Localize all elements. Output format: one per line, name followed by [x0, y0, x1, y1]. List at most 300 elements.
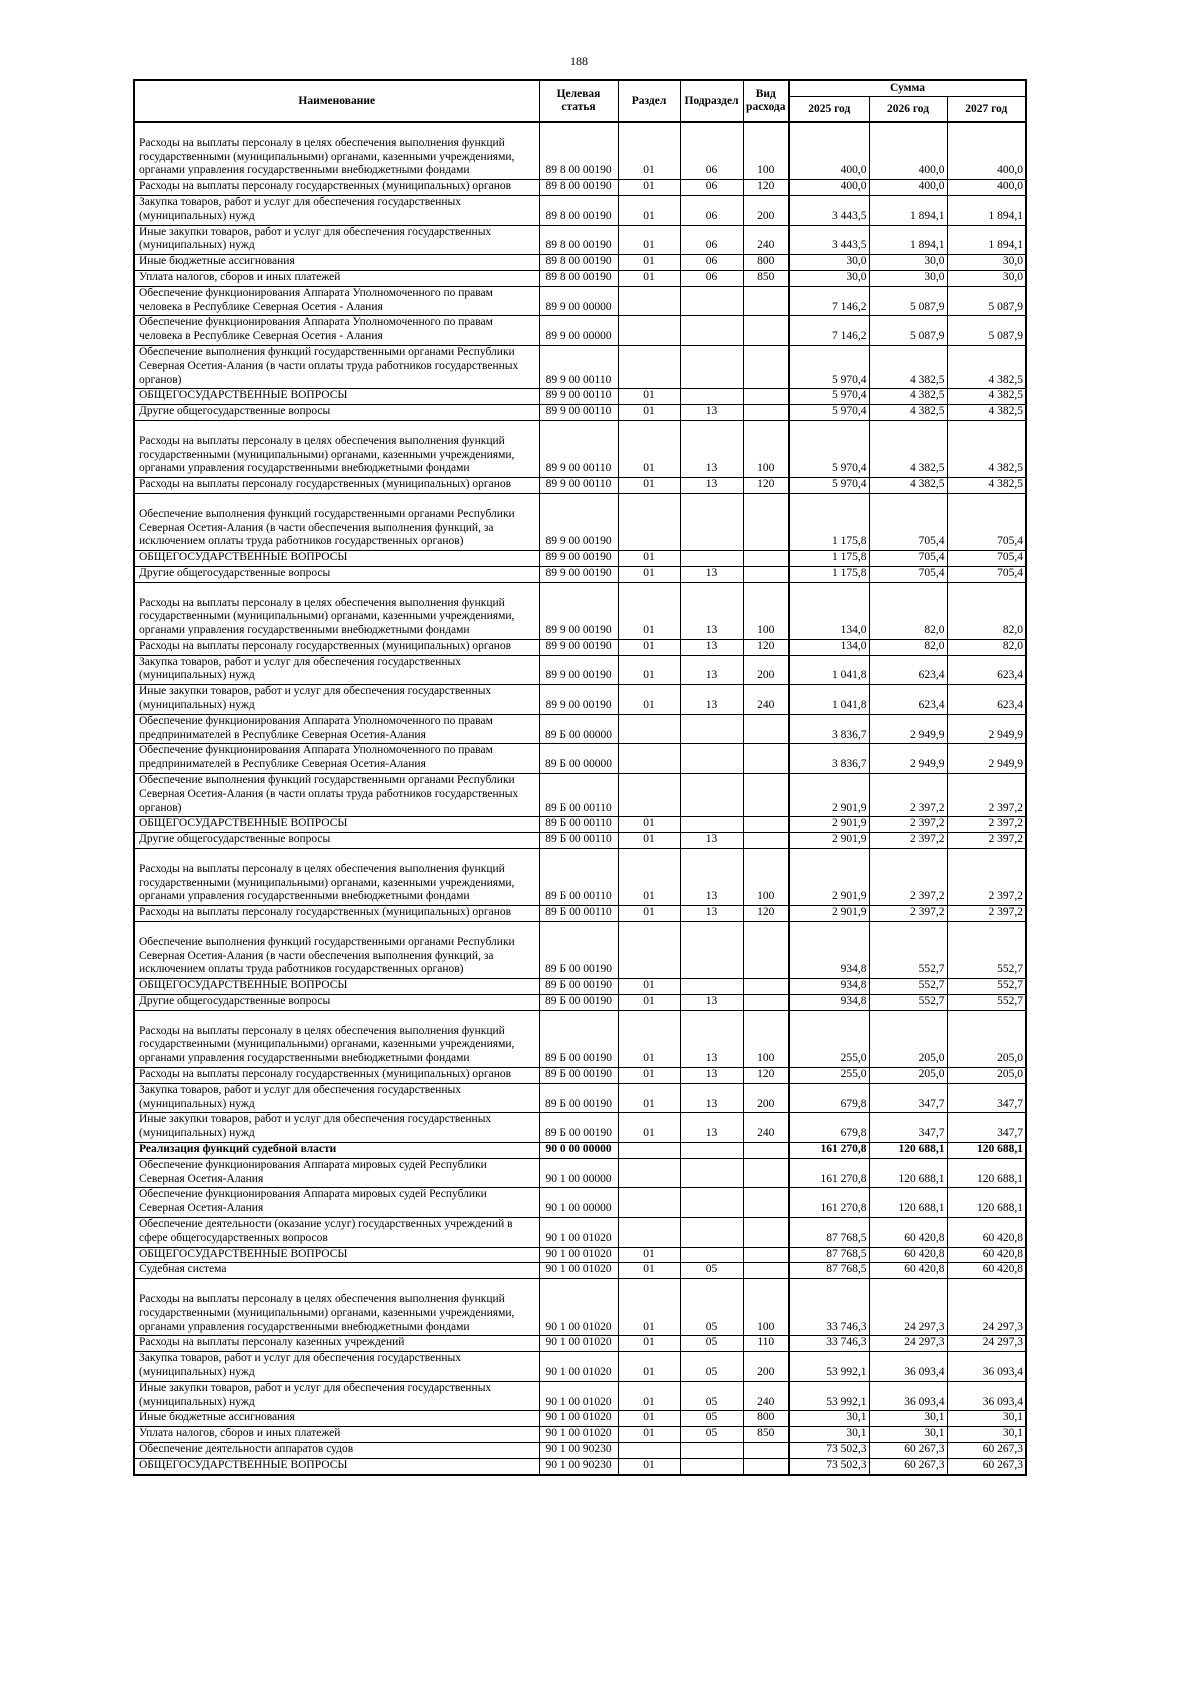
table-row [134, 1381, 1026, 1411]
row-name: Расходы на выплаты персоналу казенных учреждений [134, 1336, 539, 1352]
row-expense-type [743, 405, 789, 421]
row-amount-2025: 87 768,5 [789, 1217, 869, 1247]
row-amount-2026: 4 382,5 [869, 478, 947, 494]
row-amount-2025: 2 901,9 [789, 817, 869, 833]
row-amount-2026: 2 397,2 [869, 906, 947, 922]
header-row [134, 80, 1026, 97]
table-row [134, 1068, 1026, 1084]
table-row [134, 1113, 1026, 1143]
table-row [134, 833, 1026, 849]
row-name: Обеспечение выполнения функций государственными органами Республики Северная Осетия-Алания (в части обеспечения выполнения функций, за исключением оплаты труда работников государственных органов) [134, 922, 539, 979]
row-subsection: 13 [680, 420, 743, 477]
row-target-article: 90 0 00 00000 [539, 1142, 618, 1158]
row-amount-2026: 2 397,2 [869, 849, 947, 906]
row-subsection [680, 979, 743, 995]
header-sum: Сумма [789, 80, 1026, 97]
row-target-article: 89 9 00 00000 [539, 286, 618, 316]
row-amount-2025: 1 175,8 [789, 566, 869, 582]
table-row [134, 744, 1026, 774]
row-subsection: 13 [680, 995, 743, 1011]
row-section [618, 1142, 680, 1158]
row-amount-2025: 87 768,5 [789, 1247, 869, 1263]
table-row [134, 1217, 1026, 1247]
row-section: 01 [618, 582, 680, 639]
row-target-article: 89 Б 00 00110 [539, 817, 618, 833]
row-expense-type: 120 [743, 906, 789, 922]
row-amount-2027: 30,0 [947, 255, 1026, 271]
row-amount-2026: 36 093,4 [869, 1352, 947, 1382]
row-expense-type: 100 [743, 1010, 789, 1067]
row-expense-type [743, 995, 789, 1011]
row-amount-2027: 552,7 [947, 922, 1026, 979]
table-row [134, 714, 1026, 744]
row-name: Закупка товаров, работ и услуг для обеспечения государственных (муниципальных) нужд [134, 655, 539, 685]
table-row [134, 566, 1026, 582]
row-amount-2025: 87 768,5 [789, 1263, 869, 1279]
row-section: 01 [618, 1279, 680, 1336]
table-row [134, 1352, 1026, 1382]
row-amount-2025: 934,8 [789, 995, 869, 1011]
row-amount-2026: 705,4 [869, 493, 947, 550]
table-row [134, 478, 1026, 494]
row-name: Расходы на выплаты персоналу в целях обеспечения выполнения функций государственными (муниципальными) органами, казенными учреждениями, органами управления государственными внебюджетными фондами [134, 582, 539, 639]
row-amount-2026: 60 420,8 [869, 1247, 947, 1263]
row-amount-2027: 2 949,9 [947, 714, 1026, 744]
row-expense-type: 100 [743, 420, 789, 477]
row-section [618, 286, 680, 316]
row-name: Иные бюджетные ассигнования [134, 1411, 539, 1427]
row-amount-2025: 3 836,7 [789, 714, 869, 744]
table-row [134, 817, 1026, 833]
row-amount-2026: 120 688,1 [869, 1142, 947, 1158]
row-section: 01 [618, 551, 680, 567]
row-expense-type [743, 1263, 789, 1279]
row-subsection [680, 493, 743, 550]
row-expense-type [743, 774, 789, 817]
row-amount-2027: 552,7 [947, 979, 1026, 995]
row-subsection: 13 [680, 566, 743, 582]
row-name: Иные закупки товаров, работ и услуг для обеспечения государственных (муниципальных) нужд [134, 685, 539, 715]
row-target-article: 89 Б 00 00110 [539, 906, 618, 922]
row-section: 01 [618, 122, 680, 180]
row-target-article: 89 9 00 00110 [539, 345, 618, 388]
header-name: Наименование [134, 80, 539, 122]
table-row [134, 979, 1026, 995]
row-amount-2026: 2 397,2 [869, 774, 947, 817]
row-section: 01 [618, 389, 680, 405]
row-amount-2026: 4 382,5 [869, 420, 947, 477]
row-amount-2027: 4 382,5 [947, 478, 1026, 494]
row-target-article: 89 9 00 00190 [539, 685, 618, 715]
row-target-article: 90 1 00 01020 [539, 1336, 618, 1352]
header-expense-type: Вид расхода [743, 80, 789, 122]
row-subsection: 05 [680, 1336, 743, 1352]
table-row [134, 922, 1026, 979]
row-amount-2025: 30,0 [789, 255, 869, 271]
row-subsection: 06 [680, 225, 743, 255]
row-section: 01 [618, 639, 680, 655]
row-target-article: 89 Б 00 00190 [539, 1113, 618, 1143]
row-section: 01 [618, 685, 680, 715]
row-name: Другие общегосударственные вопросы [134, 405, 539, 421]
row-amount-2027: 60 420,8 [947, 1247, 1026, 1263]
row-expense-type: 120 [743, 180, 789, 196]
row-target-article: 90 1 00 01020 [539, 1381, 618, 1411]
row-amount-2027: 552,7 [947, 995, 1026, 1011]
table-row [134, 639, 1026, 655]
row-subsection: 06 [680, 122, 743, 180]
row-subsection: 13 [680, 639, 743, 655]
row-subsection: 05 [680, 1427, 743, 1443]
row-target-article: 89 9 00 00190 [539, 582, 618, 639]
row-amount-2026: 347,7 [869, 1113, 947, 1143]
row-amount-2027: 4 382,5 [947, 420, 1026, 477]
row-amount-2027: 2 397,2 [947, 833, 1026, 849]
row-target-article: 89 Б 00 00190 [539, 922, 618, 979]
row-section [618, 316, 680, 346]
row-section: 01 [618, 849, 680, 906]
row-amount-2027: 347,7 [947, 1113, 1026, 1143]
table-row [134, 1158, 1026, 1188]
row-amount-2025: 679,8 [789, 1113, 869, 1143]
row-amount-2027: 705,4 [947, 566, 1026, 582]
row-amount-2025: 53 992,1 [789, 1381, 869, 1411]
row-expense-type: 850 [743, 270, 789, 286]
row-expense-type [743, 389, 789, 405]
table-row [134, 906, 1026, 922]
row-target-article: 90 1 00 00000 [539, 1158, 618, 1188]
row-name: Обеспечение функционирования Аппарата мировых судей Республики Северная Осетия-Алания [134, 1158, 539, 1188]
row-name: Уплата налогов, сборов и иных платежей [134, 1427, 539, 1443]
row-target-article: 89 Б 00 00000 [539, 714, 618, 744]
row-target-article: 89 9 00 00110 [539, 405, 618, 421]
row-target-article: 89 Б 00 00110 [539, 833, 618, 849]
row-target-article: 89 9 00 00000 [539, 316, 618, 346]
row-amount-2025: 33 746,3 [789, 1336, 869, 1352]
row-amount-2025: 3 836,7 [789, 744, 869, 774]
header-section: Раздел [618, 80, 680, 122]
row-amount-2027: 2 397,2 [947, 906, 1026, 922]
row-section: 01 [618, 1113, 680, 1143]
row-expense-type [743, 345, 789, 388]
row-section: 01 [618, 478, 680, 494]
row-target-article: 89 8 00 00190 [539, 180, 618, 196]
row-amount-2027: 60 420,8 [947, 1217, 1026, 1247]
row-expense-type [743, 1247, 789, 1263]
row-subsection: 13 [680, 478, 743, 494]
row-amount-2026: 24 297,3 [869, 1279, 947, 1336]
table-row [134, 774, 1026, 817]
row-expense-type: 240 [743, 1381, 789, 1411]
row-name: Обеспечение деятельности (оказание услуг) государственных учреждений в сфере общегосударственных вопросов [134, 1217, 539, 1247]
row-amount-2026: 400,0 [869, 180, 947, 196]
row-amount-2026: 30,0 [869, 255, 947, 271]
row-target-article: 90 1 00 01020 [539, 1279, 618, 1336]
row-amount-2025: 255,0 [789, 1068, 869, 1084]
row-amount-2025: 161 270,8 [789, 1142, 869, 1158]
row-section [618, 922, 680, 979]
row-amount-2027: 205,0 [947, 1010, 1026, 1067]
row-subsection [680, 286, 743, 316]
table-row [134, 1010, 1026, 1067]
row-expense-type: 100 [743, 1279, 789, 1336]
row-expense-type: 100 [743, 849, 789, 906]
row-name: Обеспечение функционирования Аппарата Уполномоченного по правам предпринимателей в Республике Северная Осетия-Алания [134, 744, 539, 774]
row-amount-2027: 82,0 [947, 639, 1026, 655]
row-amount-2027: 1 894,1 [947, 225, 1026, 255]
row-expense-type: 120 [743, 1068, 789, 1084]
row-amount-2025: 1 041,8 [789, 655, 869, 685]
row-subsection: 05 [680, 1279, 743, 1336]
row-name: Иные закупки товаров, работ и услуг для обеспечения государственных (муниципальных) нужд [134, 1113, 539, 1143]
row-amount-2027: 1 894,1 [947, 195, 1026, 225]
row-amount-2027: 2 397,2 [947, 849, 1026, 906]
row-amount-2027: 60 267,3 [947, 1442, 1026, 1458]
table-row [134, 1083, 1026, 1113]
row-name: Расходы на выплаты персоналу в целях обеспечения выполнения функций государственными (муниципальными) органами, казенными учреждениями, органами управления государственными внебюджетными фондами [134, 1010, 539, 1067]
row-amount-2025: 7 146,2 [789, 286, 869, 316]
row-section [618, 345, 680, 388]
row-subsection [680, 1442, 743, 1458]
row-amount-2027: 36 093,4 [947, 1381, 1026, 1411]
row-section: 01 [618, 1411, 680, 1427]
row-subsection [680, 1158, 743, 1188]
row-section [618, 1442, 680, 1458]
row-amount-2027: 2 397,2 [947, 817, 1026, 833]
row-subsection: 13 [680, 655, 743, 685]
row-target-article: 90 1 00 01020 [539, 1263, 618, 1279]
row-target-article: 89 8 00 00190 [539, 195, 618, 225]
table-row [134, 1458, 1026, 1474]
row-expense-type [743, 551, 789, 567]
row-subsection [680, 774, 743, 817]
row-name: Судебная система [134, 1263, 539, 1279]
row-name: Уплата налогов, сборов и иных платежей [134, 270, 539, 286]
row-name: Обеспечение функционирования Аппарата Уполномоченного по правам человека в Республике Северная Осетия - Алания [134, 316, 539, 346]
row-expense-type [743, 833, 789, 849]
row-expense-type [743, 1142, 789, 1158]
row-amount-2026: 36 093,4 [869, 1381, 947, 1411]
row-name: Расходы на выплаты персоналу в целях обеспечения выполнения функций государственными (муниципальными) органами, казенными учреждениями, органами управления государственными внебюджетными фондами [134, 420, 539, 477]
row-target-article: 90 1 00 90230 [539, 1458, 618, 1474]
row-subsection: 13 [680, 906, 743, 922]
row-section: 01 [618, 1352, 680, 1382]
row-amount-2025: 400,0 [789, 180, 869, 196]
row-expense-type: 200 [743, 195, 789, 225]
row-target-article: 89 9 00 00190 [539, 566, 618, 582]
row-subsection: 13 [680, 1113, 743, 1143]
row-amount-2027: 5 087,9 [947, 286, 1026, 316]
table-row [134, 1427, 1026, 1443]
row-expense-type: 240 [743, 685, 789, 715]
row-name: ОБЩЕГОСУДАРСТВЕННЫЕ ВОПРОСЫ [134, 1458, 539, 1474]
table-row [134, 582, 1026, 639]
row-subsection [680, 1188, 743, 1218]
row-name: Другие общегосударственные вопросы [134, 995, 539, 1011]
row-name: Другие общегосударственные вопросы [134, 566, 539, 582]
row-amount-2025: 5 970,4 [789, 405, 869, 421]
row-expense-type: 100 [743, 582, 789, 639]
table-row [134, 1142, 1026, 1158]
row-amount-2025: 5 970,4 [789, 389, 869, 405]
row-amount-2026: 60 267,3 [869, 1458, 947, 1474]
row-section [618, 1188, 680, 1218]
row-target-article: 89 8 00 00190 [539, 270, 618, 286]
row-amount-2025: 30,1 [789, 1411, 869, 1427]
row-section: 01 [618, 655, 680, 685]
row-name: Расходы на выплаты персоналу государственных (муниципальных) органов [134, 906, 539, 922]
row-expense-type [743, 1158, 789, 1188]
row-amount-2025: 7 146,2 [789, 316, 869, 346]
row-amount-2027: 4 382,5 [947, 405, 1026, 421]
row-amount-2025: 134,0 [789, 639, 869, 655]
table-row [134, 1263, 1026, 1279]
row-amount-2027: 30,1 [947, 1411, 1026, 1427]
row-amount-2027: 4 382,5 [947, 345, 1026, 388]
row-name: Расходы на выплаты персоналу в целях обеспечения выполнения функций государственными (муниципальными) органами, казенными учреждениями, органами управления государственными внебюджетными фондами [134, 122, 539, 180]
row-amount-2026: 400,0 [869, 122, 947, 180]
row-expense-type: 800 [743, 1411, 789, 1427]
page-number: 188 [570, 54, 588, 68]
row-section: 01 [618, 255, 680, 271]
row-expense-type [743, 979, 789, 995]
row-name: Закупка товаров, работ и услуг для обеспечения государственных (муниципальных) нужд [134, 1083, 539, 1113]
row-amount-2025: 5 970,4 [789, 478, 869, 494]
table-row [134, 345, 1026, 388]
table-row [134, 849, 1026, 906]
table-header [134, 80, 1026, 122]
table-row [134, 405, 1026, 421]
row-amount-2027: 623,4 [947, 655, 1026, 685]
row-amount-2026: 120 688,1 [869, 1188, 947, 1218]
row-name: Иные закупки товаров, работ и услуг для обеспечения государственных (муниципальных) нужд [134, 225, 539, 255]
row-target-article: 89 9 00 00190 [539, 639, 618, 655]
table-row [134, 180, 1026, 196]
row-amount-2025: 2 901,9 [789, 849, 869, 906]
row-amount-2026: 60 420,8 [869, 1263, 947, 1279]
row-name: ОБЩЕГОСУДАРСТВЕННЫЕ ВОПРОСЫ [134, 817, 539, 833]
row-amount-2027: 60 267,3 [947, 1458, 1026, 1474]
row-expense-type: 120 [743, 639, 789, 655]
row-amount-2025: 73 502,3 [789, 1442, 869, 1458]
row-target-article: 89 9 00 00190 [539, 493, 618, 550]
row-subsection [680, 389, 743, 405]
row-amount-2027: 24 297,3 [947, 1279, 1026, 1336]
row-subsection: 13 [680, 1083, 743, 1113]
row-amount-2027: 205,0 [947, 1068, 1026, 1084]
row-subsection: 13 [680, 685, 743, 715]
row-amount-2026: 623,4 [869, 685, 947, 715]
row-amount-2026: 30,0 [869, 270, 947, 286]
row-expense-type [743, 566, 789, 582]
row-expense-type: 200 [743, 1083, 789, 1113]
row-amount-2027: 36 093,4 [947, 1352, 1026, 1382]
row-target-article: 90 1 00 01020 [539, 1352, 618, 1382]
row-subsection [680, 1458, 743, 1474]
row-section: 01 [618, 225, 680, 255]
row-target-article: 89 9 00 00190 [539, 655, 618, 685]
row-amount-2026: 623,4 [869, 655, 947, 685]
table-row [134, 1442, 1026, 1458]
row-subsection: 05 [680, 1352, 743, 1382]
header-target-article [539, 80, 618, 122]
row-amount-2025: 255,0 [789, 1010, 869, 1067]
row-subsection: 06 [680, 270, 743, 286]
row-target-article: 89 8 00 00190 [539, 122, 618, 180]
table-row [134, 655, 1026, 685]
row-name: Расходы на выплаты персоналу государственных (муниципальных) органов [134, 1068, 539, 1084]
row-amount-2027: 400,0 [947, 180, 1026, 196]
row-amount-2025: 161 270,8 [789, 1188, 869, 1218]
row-section [618, 493, 680, 550]
row-section: 01 [618, 1068, 680, 1084]
row-amount-2025: 30,0 [789, 270, 869, 286]
row-expense-type [743, 714, 789, 744]
row-subsection: 05 [680, 1263, 743, 1279]
row-section: 01 [618, 270, 680, 286]
row-subsection: 13 [680, 833, 743, 849]
row-subsection: 06 [680, 180, 743, 196]
row-subsection [680, 714, 743, 744]
row-amount-2025: 1 175,8 [789, 493, 869, 550]
row-amount-2026: 705,4 [869, 566, 947, 582]
row-subsection: 13 [680, 405, 743, 421]
row-name: Расходы на выплаты персоналу государственных (муниципальных) органов [134, 180, 539, 196]
row-subsection: 05 [680, 1381, 743, 1411]
row-expense-type [743, 286, 789, 316]
row-target-article: 89 9 00 00110 [539, 389, 618, 405]
row-expense-type: 850 [743, 1427, 789, 1443]
row-amount-2026: 60 420,8 [869, 1217, 947, 1247]
row-amount-2026: 1 894,1 [869, 195, 947, 225]
row-subsection [680, 551, 743, 567]
row-section [618, 1217, 680, 1247]
row-amount-2026: 5 087,9 [869, 316, 947, 346]
row-section: 01 [618, 1263, 680, 1279]
row-subsection [680, 817, 743, 833]
table-row [134, 685, 1026, 715]
header-year-2025: 2025 год [789, 97, 869, 123]
row-section: 01 [618, 405, 680, 421]
row-expense-type: 200 [743, 655, 789, 685]
row-amount-2025: 5 970,4 [789, 345, 869, 388]
row-target-article: 89 9 00 00110 [539, 420, 618, 477]
row-subsection [680, 744, 743, 774]
row-section [618, 714, 680, 744]
row-expense-type: 200 [743, 1352, 789, 1382]
row-amount-2026: 552,7 [869, 995, 947, 1011]
row-name: Закупка товаров, работ и услуг для обеспечения государственных (муниципальных) нужд [134, 1352, 539, 1382]
table-body [134, 122, 1026, 1475]
row-target-article: 89 8 00 00190 [539, 255, 618, 271]
row-amount-2027: 347,7 [947, 1083, 1026, 1113]
table-row [134, 1247, 1026, 1263]
row-amount-2025: 1 041,8 [789, 685, 869, 715]
row-target-article: 89 Б 00 00190 [539, 1083, 618, 1113]
row-subsection: 13 [680, 849, 743, 906]
row-subsection [680, 345, 743, 388]
table-row [134, 551, 1026, 567]
row-subsection: 06 [680, 195, 743, 225]
row-amount-2027: 120 688,1 [947, 1188, 1026, 1218]
table-row [134, 995, 1026, 1011]
row-target-article: 89 Б 00 00110 [539, 774, 618, 817]
table-row [134, 316, 1026, 346]
row-target-article: 90 1 00 90230 [539, 1442, 618, 1458]
budget-table [133, 79, 1027, 1476]
table-row [134, 1188, 1026, 1218]
row-amount-2026: 30,1 [869, 1411, 947, 1427]
